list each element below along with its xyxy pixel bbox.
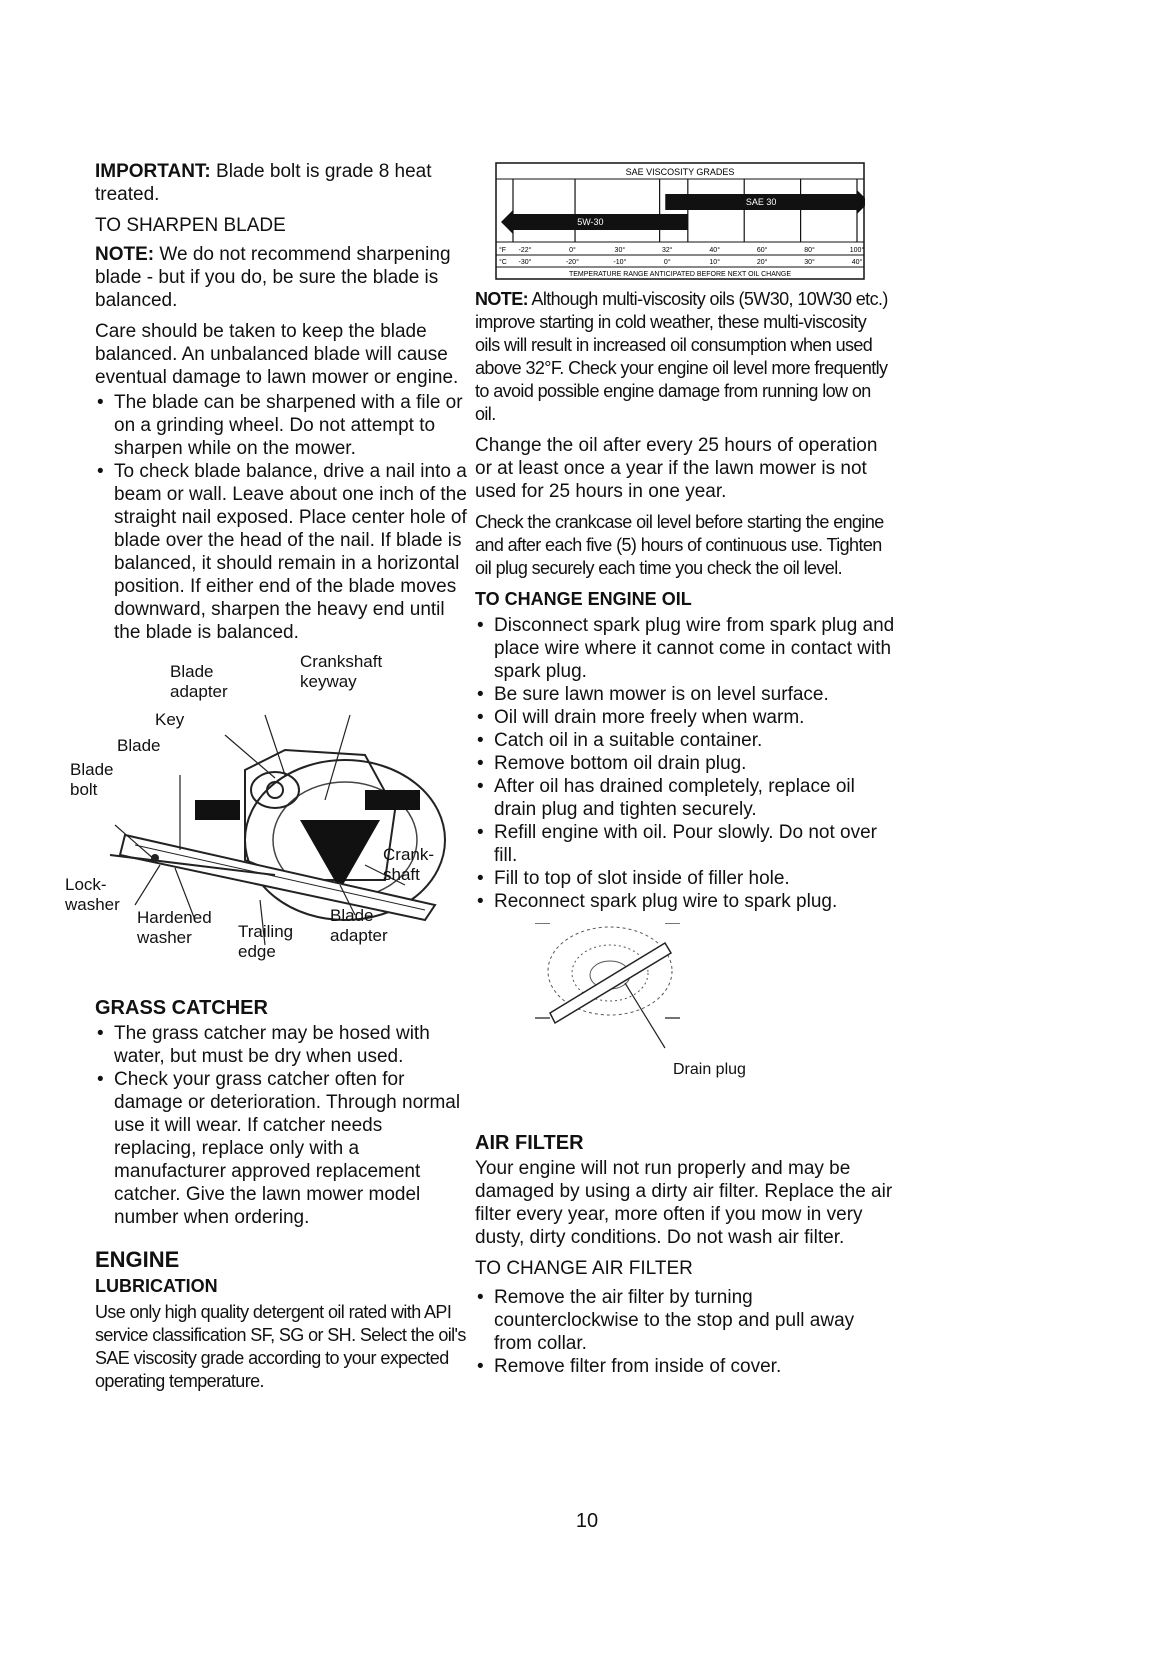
label-text: bolt [70, 780, 98, 799]
change-oil-heading: TO CHANGE ENGINE OIL [475, 589, 692, 609]
chart-tick-label: 30° [804, 259, 815, 266]
list-item: • After oil has drained completely, replace oil drain plug and tighten securely. [475, 775, 895, 821]
chart-unit-label: °F [499, 247, 507, 254]
note-label: NOTE: [475, 289, 528, 309]
list-item: • To check blade balance, drive a nail into a beam or wall. Leave about one inch of the straight nail exposed. Place center hole of blade over the head of the nail. If blade is balanced, it should remain in a horizontal position. If either end of the blade moves downward, sharpen the heavy end until the blade is balanced. [95, 460, 467, 644]
label-text: Blade [330, 906, 374, 925]
sharpen-bullets [95, 391, 467, 644]
lubrication-text: Use only high quality detergent oil rated with API service classification SF, SG or SH. Select the oil's SAE viscosity grade according to your expected operating temperature. [95, 1302, 466, 1391]
chart-tick-label: 30° [614, 247, 626, 254]
list-item: • Remove filter from inside of cover. [475, 1355, 895, 1378]
list-item: • Catch oil in a suitable container. [475, 729, 895, 752]
chart-tick-label: 32° [661, 247, 673, 254]
label-text: washer [65, 895, 120, 914]
air-filter-text: Your engine will not run properly and may be damaged by using a dirty air filter. Replace the air filter every year, more often if you mow in very dusty, dirty conditions. Do not wash air filter. [475, 1158, 893, 1248]
drain-plug-figure [475, 923, 895, 1123]
grass-catcher-heading: GRASS CATCHER [95, 997, 268, 1019]
lubrication-heading: LUBRICATION [95, 1276, 218, 1296]
chart-tick-label: -22° [518, 247, 532, 254]
chart-ticks-c [499, 258, 862, 266]
chart-tick-label: 40° [851, 259, 863, 266]
label-blade-adapter-bottom [330, 906, 388, 946]
label-text: adapter [170, 682, 228, 701]
label-crankshaft-keyway [300, 652, 382, 692]
engine-heading: ENGINE [95, 1247, 180, 1272]
change-oil-bullets [475, 614, 895, 913]
list-item: • Disconnect spark plug wire from spark plug and place wire where it cannot come in contact with spark plug. [475, 614, 895, 683]
chart-bar-label: SAE 30 [745, 197, 777, 207]
label-hardened-washer [137, 908, 212, 948]
chart-tick-label: -30° [518, 259, 532, 266]
label-crankshaft [383, 845, 434, 885]
chart-tick-label: -20° [565, 259, 579, 266]
blade-assembly-figure [65, 652, 467, 990]
important-text: Blade bolt is grade 8 heat treated. [95, 161, 432, 205]
air-filter-bullets [475, 1286, 895, 1378]
label-text: edge [238, 942, 276, 961]
list-item: • Remove the air filter by turning counterclockwise to the stop and pull away from collar. [475, 1286, 895, 1355]
chart-tick-label: -10° [613, 259, 627, 266]
list-item: • Oil will drain more freely when warm. [475, 706, 895, 729]
label-text: Blade [170, 662, 214, 681]
change-air-filter-heading: TO CHANGE AIR FILTER [475, 1258, 693, 1279]
label-text: Lock- [65, 875, 107, 894]
air-filter-heading: AIR FILTER [475, 1132, 584, 1154]
sharpen-heading: TO SHARPEN BLADE [95, 215, 286, 236]
important-note [95, 160, 467, 206]
chart-tick-label: 60° [756, 247, 768, 254]
list-item: • Reconnect spark plug wire to spark plug. [475, 890, 895, 913]
label-text: Crank- [383, 845, 435, 864]
change-interval-text: Change the oil after every 25 hours of operation or at least once a year if the lawn mower is not used for 25 hours in one year. [475, 435, 878, 502]
viscosity-note [475, 288, 895, 426]
chart-bar-label: 5W-30 [577, 217, 604, 227]
label-trailing-edge [238, 922, 293, 962]
chart-ticks-f [499, 246, 864, 254]
sharpen-note [95, 243, 467, 312]
sae-viscosity-chart-svg [495, 162, 865, 280]
chart-tick-label: 0° [569, 247, 576, 254]
label-drain-plug: Drain plug [673, 1061, 746, 1078]
label-blade-adapter-top [170, 662, 228, 702]
chart-footer: TEMPERATURE RANGE ANTICIPATED BEFORE NEXT OIL CHANGE [568, 271, 792, 278]
label-blade: Blade [117, 736, 161, 755]
list-item: • Be sure lawn mower is on level surface. [475, 683, 895, 706]
list-item: • The grass catcher may be hosed with water, but must be dry when used. [95, 1022, 467, 1068]
sae-viscosity-chart [495, 162, 865, 280]
label-text: adapter [330, 926, 388, 945]
chart-tick-label: 100° [849, 247, 865, 254]
label-text: Hardened [137, 908, 212, 927]
note-label: NOTE: [95, 244, 155, 265]
chart-tick-label: 80° [804, 247, 815, 254]
list-item: • Refill engine with oil. Pour slowly. Do not over fill. [475, 821, 895, 867]
label-text: keyway [300, 672, 357, 691]
label-text: Crankshaft [300, 652, 383, 671]
important-label: IMPORTANT: [95, 161, 211, 182]
label-text: washer [137, 928, 192, 947]
label-lockwasher [65, 875, 120, 915]
left-column [65, 160, 467, 1401]
grass-catcher-bullets [95, 1022, 467, 1229]
page-number: 10 [575, 1510, 599, 1532]
chart-tick-label: 40° [709, 247, 721, 254]
list-item: • The blade can be sharpened with a file or on a grinding wheel. Do not attempt to sharpen while on the mower. [95, 391, 467, 460]
list-item: • Check your grass catcher often for damage or deterioration. Through normal use it will wear. If catcher needs replacing, replace only with a manufacturer approved replacement catcher. Give the lawn mower model number when ordering. [95, 1068, 467, 1229]
chart-title: SAE VISCOSITY GRADES [625, 167, 735, 177]
drain-plug-drawing [475, 923, 895, 1123]
label-text: Blade [70, 760, 114, 779]
chart-tick-label: 20° [756, 259, 768, 266]
check-level-text: Check the crankcase oil level before starting the engine and after each five (5) hours of continuous use. Tighten oil plug securely each time you check the oil level. [475, 512, 884, 578]
care-text: Care should be taken to keep the blade balanced. An unbalanced blade will cause eventual damage to lawn mower or engine. [95, 321, 459, 388]
note-text: We do not recommend sharpening blade - but if you do, be sure the blade is balanced. [95, 244, 451, 311]
label-blade-bolt [70, 760, 113, 800]
label-text: shaft [383, 865, 420, 884]
list-item: • Fill to top of slot inside of filler hole. [475, 867, 895, 890]
chart-unit-label: °C [499, 259, 507, 266]
label-text: Trailing [238, 922, 294, 941]
note-text: Although multi-viscosity oils (5W30, 10W30 etc.) improve starting in cold weather, these multi-viscosity oils will result in increased oil consumption when used above 32°F. Check your engine oil level more frequently to avoid possible engine damage from running low on oil. [475, 289, 888, 424]
label-key: Key [155, 710, 185, 729]
chart-bars [501, 190, 865, 234]
list-item: • Remove bottom oil drain plug. [475, 752, 895, 775]
chart-tick-label: 10° [709, 259, 721, 266]
right-column [475, 150, 895, 1386]
chart-tick-label: 0° [663, 259, 671, 266]
chart-grid [513, 179, 857, 242]
